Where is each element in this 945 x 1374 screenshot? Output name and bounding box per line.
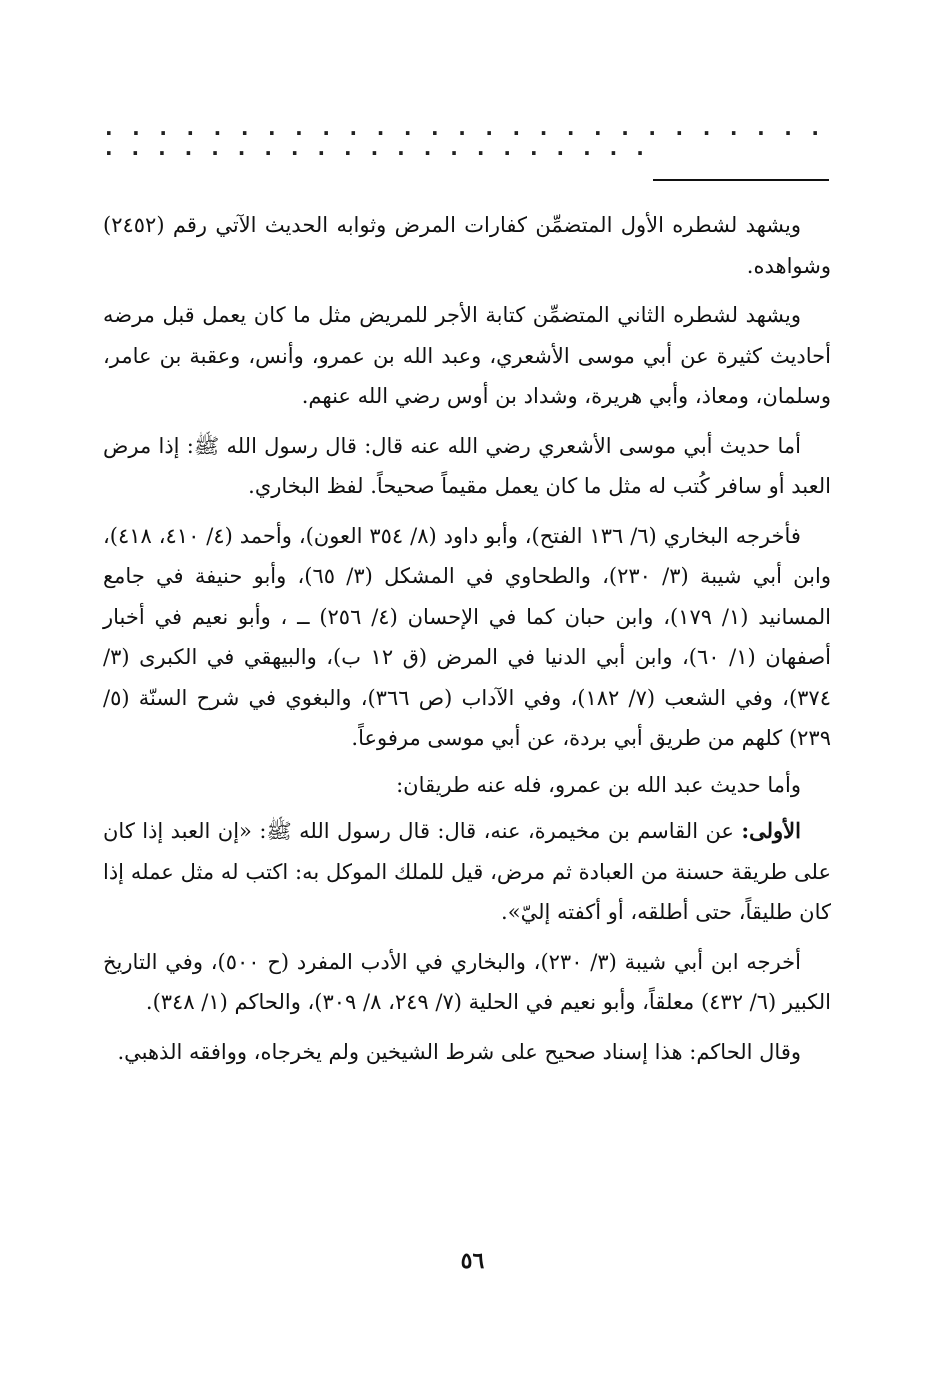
paragraph: ويشهد لشطره الأول المتضمِّن كفارات المرض وثوابه الحديث الآتي رقم (٢٤٥٢) وشواهده. xyxy=(103,213,831,278)
paragraph: ويشهد لشطره الثاني المتضمِّن كتابة الأجر للمريض مثل ما كان يعمل قبل مرضه أحاديث كثيرة عن أبي موسى الأشعري، وعبد الله بن عمرو، وأنس، وعقبة بن عامر، وسلمان، ومعاذ، وأبي هريرة، وشداد بن أوس رضي الله عنهم. xyxy=(103,303,831,408)
dotted-separator: . . . . . . . . . . . . . . . . . . . . . . . . . . . . . . . . . . . . . . . . . . . . . . . . xyxy=(105,116,825,160)
paragraph: وأما حديث عبد الله بن عمرو، فله عنه طريقان: xyxy=(396,772,801,797)
paragraph-lead: الأولى: xyxy=(741,818,801,843)
footnote-rule xyxy=(653,179,829,181)
paragraph: أما حديث أبي موسى الأشعري رضي الله عنه قال: قال رسول الله ﷺ: إذا مرض العبد أو سافر كُتب له مثل ما كان يعمل مقيماً صحيحاً. لفظ البخاري. xyxy=(103,433,831,498)
page-number: ٥٦ xyxy=(460,1248,485,1274)
paragraph: أخرجه ابن أبي شيبة (٣/ ٢٣٠)، والبخاري في الأدب المفرد (ح ٥٠٠)، وفي التاريخ الكبير (٦/ ٤٣٢) معلقاً، وأبو نعيم في الحلية (٧/ ٢٤٩، ٨/ ٣٠٩)، والحاكم (١/ ٣٤٨). xyxy=(103,949,831,1014)
paragraph-text: عن القاسم بن مخيمرة، عنه، قال: قال رسول الله ﷺ: «إن العبد إذا كان على طريقة حسنة من العبادة ثم مرض، قيل للملك الموكل به: اكتب له مثل عمله إذا كان طليقاً، حتى أطلقه، أو أكفته إليّ». xyxy=(103,819,831,924)
page-body xyxy=(103,205,831,1081)
paragraph: فأخرجه البخاري (٦/ ١٣٦ الفتح)، وأبو داود (٨/ ٣٥٤ العون)، وأحمد (٤/ ٤١٠، ٤١٨)، وابن أبي شيبة (٣/ ٢٣٠)، والطحاوي في المشكل (٣/ ٦٥)، وأبو حنيفة في جامع المسانيد (١/ ١٧٩)، وابن حبان كما في الإحسان (٤/ ٢٥٦) ــ ، وأبو نعيم في أخبار أصفهان (١/ ٦٠)، وابن أبي الدنيا في المرض (ق ١٢ ب)، والبيهقي في الكبرى (٣/ ٣٧٤)، وفي الشعب (٧/ ١٨٢)، وفي الآداب (ص ٣٦٦)، والبغوي في شرح السنّة (٥/ ٢٣٩) كلهم من طريق أبي بردة، عن أبي موسى مرفوعاً. xyxy=(103,523,831,750)
paragraph xyxy=(103,811,831,933)
paragraph: وقال الحاكم: هذا إسناد صحيح على شرط الشيخين ولم يخرجاه، ووافقه الذهبي. xyxy=(117,1039,801,1064)
